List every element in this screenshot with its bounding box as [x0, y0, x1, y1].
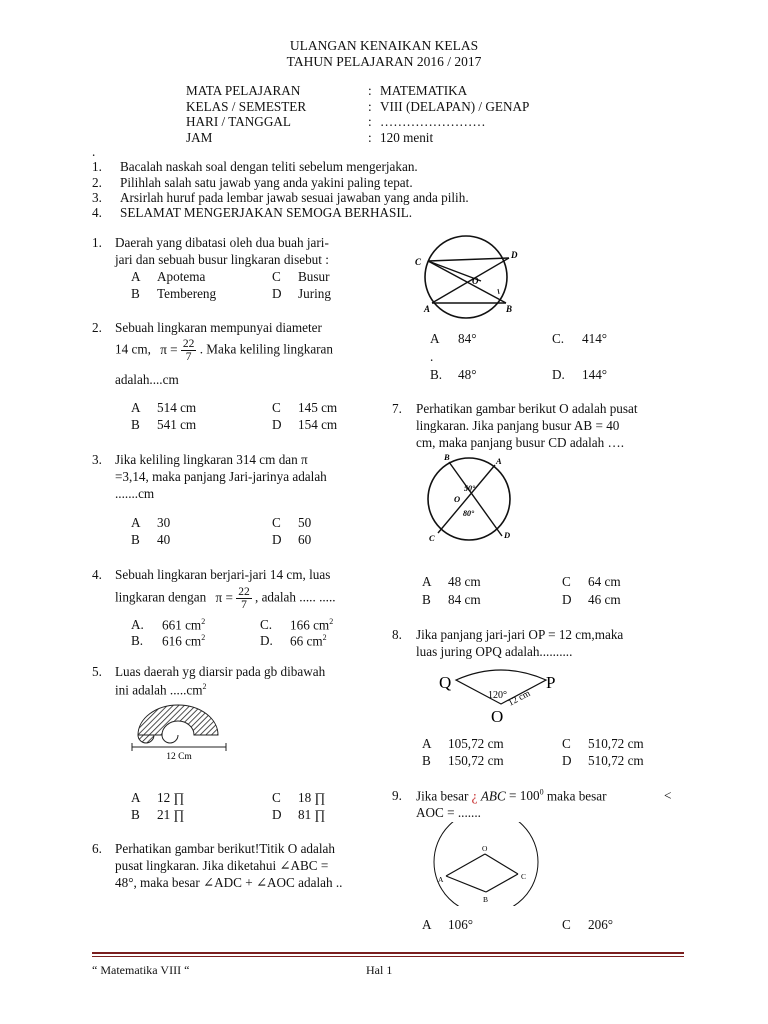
shaded-semicircle-figure — [130, 697, 230, 763]
option-letter[interactable]: B — [131, 286, 140, 301]
option-text: Apotema — [157, 269, 206, 284]
angle-name: ABC — [480, 788, 506, 804]
option-text: 106° — [448, 917, 474, 932]
circle-figure-q7 — [414, 452, 524, 544]
info-key: JAM — [186, 130, 213, 145]
option-letter[interactable]: D — [562, 753, 572, 768]
option-letter[interactable]: C — [562, 736, 571, 751]
instruction-text: Pilihlah salah satu jawab yang anda yakini paling tepat. — [120, 175, 413, 190]
option-text: 60 — [298, 532, 312, 547]
question-text: ini adalah $.....cm^2$ — [115, 682, 207, 698]
question-number: 1. — [92, 235, 102, 250]
question-text: jari dan sebuah busur lingkaran disebut : — [115, 252, 329, 267]
option-text: 84° — [458, 331, 477, 346]
instruction-number: 1. — [92, 159, 102, 174]
option-text: 40 — [157, 532, 171, 547]
option-text: 12 ∏ — [157, 790, 185, 805]
question-text: maka besar — [546, 788, 607, 804]
option-text: 510,72 cm — [588, 736, 644, 751]
option-text: 150,72 cm — [448, 753, 504, 768]
point-label: A — [424, 304, 431, 314]
option-letter[interactable]: A — [131, 400, 141, 415]
question-text: adalah....cm — [115, 372, 179, 387]
question-number: 5. — [92, 664, 102, 679]
info-value: 120 menit — [380, 130, 434, 145]
info-key: MATA PELAJARAN — [186, 83, 301, 98]
question-number: 8. — [392, 627, 402, 642]
fraction-numerator: 22 — [182, 338, 195, 350]
option-letter[interactable]: D. — [552, 367, 565, 382]
option-text: 84 cm — [448, 592, 481, 607]
instruction-text: Bacalah naskah soal dengan teliti sebelum mengerjakan. — [120, 159, 418, 174]
instruction-number: 3. — [92, 190, 102, 205]
option-letter[interactable]: A — [430, 331, 440, 346]
point-label: D — [511, 250, 518, 260]
question-line — [115, 586, 336, 611]
fraction-denominator: 7 — [241, 599, 247, 611]
info-value: …………………… — [380, 114, 486, 129]
option-text: Juring — [298, 286, 331, 301]
stray-dot: . — [430, 349, 434, 364]
question-text: Perhatikan gambar berikut O adalah pusat — [416, 401, 638, 416]
question-text: luas juring OPQ adalah.......... — [416, 644, 573, 659]
option-letter[interactable]: B. — [430, 367, 443, 382]
sector-figure-q8 — [434, 664, 574, 724]
question-text: , adalah ..... ..... — [254, 589, 336, 605]
info-colon: : — [368, 83, 372, 98]
exam-title: ULANGAN KENAIKAN KELAS — [289, 38, 479, 53]
question-text: 48°, maka besar ∠ADC + ∠AOC adalah .. — [115, 875, 343, 890]
stray-dot: . — [92, 144, 96, 159]
option-text: Tembereng — [157, 286, 217, 301]
info-key: KELAS / SEMESTER — [186, 99, 307, 114]
fraction-denominator: 7 — [185, 351, 192, 363]
option-letter[interactable]: A — [131, 269, 141, 284]
instruction-number: 2. — [92, 175, 102, 190]
question-text: Sebuah lingkaran mempunyai diameter — [115, 320, 322, 335]
point-label: C — [429, 533, 435, 543]
option-text: 46 cm — [588, 592, 621, 607]
option-text: 541 cm — [157, 417, 197, 432]
question-text: .......cm — [115, 486, 155, 501]
question-text: Sebuah lingkaran berjari-jari 14 cm, luas — [115, 567, 331, 582]
question-text: AOC = ....... — [416, 805, 481, 820]
question-number: 9. — [392, 788, 402, 803]
option-text: 66 $cm^2$ — [290, 633, 327, 649]
radius-label: 12 cm — [506, 688, 533, 709]
option-letter[interactable]: A — [422, 736, 432, 751]
question-number: 6. — [92, 841, 102, 856]
question-text: Jika keliling lingkaran 314 cm dan π — [115, 452, 308, 467]
option-text: 48 cm — [448, 574, 481, 589]
option-text: 206° — [588, 917, 614, 932]
question-text: Jika panjang jari-jari OP = 12 cm,maka — [416, 627, 624, 642]
option-letter[interactable]: A. — [131, 617, 144, 632]
footer-rule — [92, 952, 684, 954]
option-letter[interactable]: C — [272, 400, 281, 415]
option-text: 50 — [298, 515, 312, 530]
exam-year: TAHUN PELAJARAN 2016 / 2017 — [286, 54, 482, 69]
option-letter[interactable]: C — [562, 574, 571, 589]
circle-figure-q9 — [432, 822, 552, 906]
option-text: 30 — [157, 515, 171, 530]
question-text: . Maka keliling lingkaran — [199, 341, 334, 357]
point-label: Q — [439, 673, 452, 692]
option-letter[interactable]: C. — [260, 617, 273, 632]
point-label: A — [438, 875, 444, 884]
point-label: A — [496, 456, 502, 466]
option-letter[interactable]: D. — [260, 633, 273, 648]
fraction — [181, 338, 197, 363]
question-text: lingkaran dengan — [115, 589, 207, 605]
question-number: 4. — [92, 567, 102, 582]
option-text: 661 $cm^2$ — [162, 617, 206, 633]
option-letter[interactable]: B. — [131, 633, 144, 648]
question-number: 7. — [392, 401, 402, 416]
question-number: 2. — [92, 320, 102, 335]
option-text: 414° — [582, 331, 608, 346]
info-colon: : — [368, 130, 372, 145]
footer-subject: “ Matematika VIII “ — [92, 963, 190, 977]
option-text: 64 cm — [588, 574, 621, 589]
option-text: Busur — [298, 269, 330, 284]
point-label: C — [521, 872, 527, 881]
instruction-text: Arsirlah huruf pada lembar jawab sesuai jawaban yang anda pilih. — [120, 190, 469, 205]
option-text: 154 cm — [298, 417, 338, 432]
point-label: O — [454, 494, 461, 504]
option-letter[interactable]: C — [272, 790, 281, 805]
pi-symbol: π = — [160, 341, 178, 357]
question-number: 3. — [92, 452, 102, 467]
question-text: Daerah yang dibatasi oleh dua buah jari- — [115, 235, 329, 250]
option-text: 18 ∏ — [298, 790, 326, 805]
info-value: VIII (DELAPAN) / GENAP — [380, 99, 530, 114]
option-letter[interactable]: D — [562, 592, 572, 607]
option-text: 145 cm — [298, 400, 338, 415]
footer-rule — [92, 956, 684, 957]
question-text: pusat lingkaran. Jika diketahui ∠ABC = — [115, 858, 329, 873]
option-letter[interactable]: D — [272, 286, 282, 301]
point-label: B — [483, 895, 489, 904]
info-value: MATEMATIKA — [380, 83, 468, 98]
question-text: Luas daerah yg diarsir pada gb dibawah — [115, 664, 326, 679]
unknown-glyph: ¿ — [471, 788, 478, 804]
info-key: HARI / TANGGAL — [186, 114, 291, 129]
point-label: O — [482, 844, 488, 853]
option-text: 105,72 cm — [448, 736, 504, 751]
point-label: O — [491, 707, 504, 724]
option-text: 81 ∏ — [298, 807, 326, 822]
option-letter[interactable]: B — [131, 807, 140, 822]
point-label: B — [506, 304, 513, 314]
option-letter[interactable]: D — [272, 807, 282, 822]
option-letter[interactable]: A — [422, 574, 432, 589]
option-letter[interactable]: A — [131, 790, 141, 805]
option-letter[interactable]: C. — [552, 331, 565, 346]
option-text: 48° — [458, 367, 477, 382]
option-letter[interactable]: D — [272, 417, 282, 432]
angle-label: 120° — [488, 690, 507, 701]
option-letter[interactable]: A — [131, 515, 141, 530]
point-label: D — [504, 530, 511, 540]
question-text: lingkaran. Jika panjang busur AB = 40 — [416, 418, 620, 433]
info-colon: : — [368, 99, 372, 114]
option-letter[interactable]: B — [131, 532, 140, 547]
question-text: cm, maka panjang busur CD adalah …. — [416, 435, 625, 450]
question-text: 14 cm, — [115, 341, 151, 357]
option-letter[interactable]: C — [272, 269, 281, 284]
figure-label: 12 Cm — [166, 752, 192, 762]
option-letter[interactable]: C — [562, 917, 571, 932]
option-text: 166 $cm^2$ — [290, 617, 334, 633]
option-letter[interactable]: C — [272, 515, 281, 530]
option-letter[interactable]: A — [422, 917, 432, 932]
instruction-number: 4. — [92, 205, 102, 220]
point-label: O — [472, 276, 479, 286]
angle-label: 80° — [463, 509, 475, 518]
question-text: Perhatikan gambar berikut!Titik O adalah — [115, 841, 335, 856]
instruction-text: SELAMAT MENGERJAKAN SEMOGA BERHASIL. — [120, 205, 413, 220]
angle-label: 50° — [464, 484, 476, 493]
option-letter[interactable]: B — [422, 592, 431, 607]
option-text: 514 cm — [157, 400, 197, 415]
option-text: 144° — [582, 367, 608, 382]
question-line — [416, 788, 607, 804]
question-text: =3,14, maka panjang Jari-jarinya adalah — [115, 469, 327, 484]
page-number: Hal 1 — [366, 963, 393, 977]
option-text: 510,72 cm — [588, 753, 644, 768]
option-letter[interactable]: B — [131, 417, 140, 432]
info-colon: : — [368, 114, 372, 129]
point-label: P — [546, 673, 556, 692]
question-text: Jika besar — [416, 788, 469, 804]
option-text: 616 $cm^2$ — [162, 633, 206, 649]
less-than-symbol: < — [664, 788, 672, 803]
point-label: B — [444, 452, 450, 462]
fraction-numerator: 22 — [238, 586, 250, 598]
option-letter[interactable]: B — [422, 753, 431, 768]
circle-figure-q6 — [410, 234, 520, 320]
pi-symbol: π = — [215, 589, 233, 605]
option-text: 21 ∏ — [157, 807, 185, 822]
fraction — [236, 586, 252, 611]
question-line — [115, 338, 333, 363]
question-text: = $100^0$ — [509, 788, 544, 804]
option-letter[interactable]: D — [272, 532, 282, 547]
point-label: C — [415, 257, 422, 267]
